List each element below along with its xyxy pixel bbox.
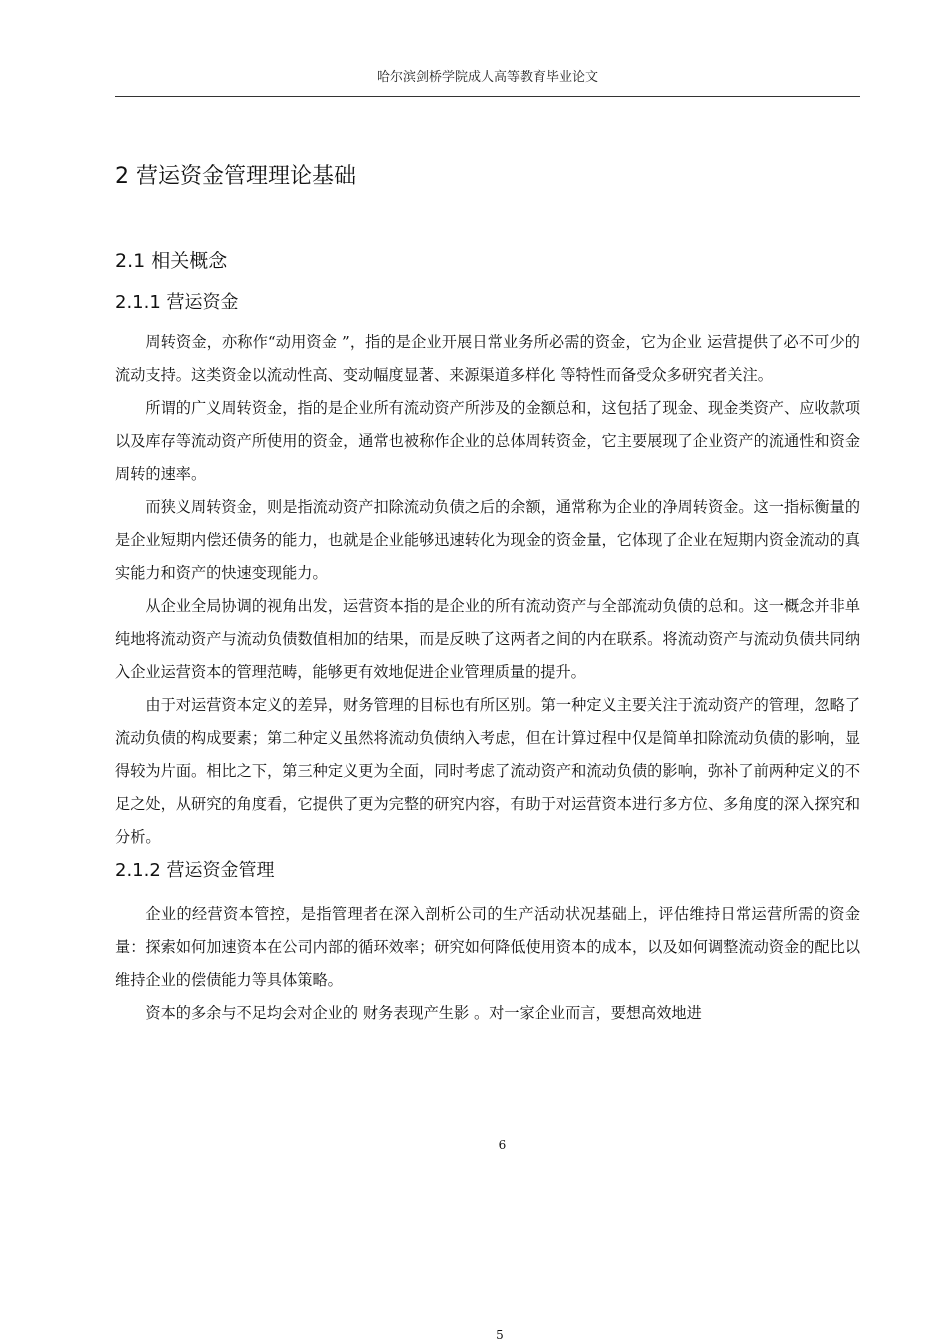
inner-page-number: 6 xyxy=(498,1138,507,1152)
paragraph: 所谓的广义周转资金，指的是企业所有流动资产所涉及的金额总和，这包括了现金、现金类资产、应收款项以及库存等流动资产所使用的资金，通常也被称作企业的总体周转资金，它主要展现了企业资产的流通性和资金周转的速率。 xyxy=(115,399,860,483)
paragraph: 由于对运营资本定义的差异，财务管理的目标也有所区别。第一种定义主要关注于流动资产的管理，忽略了流动负债的构成要素；第二种定义虽然将流动负债纳入考虑，但在计算过程中仅是简单扣除流动负债的影响，显得较为片面。相比之下，第三种定义更为全面，同时考虑了流动资产和流动负债的影响，弥补了前两种定义的不足之处，从研究的角度看，它提供了更为完整的研究内容，有助于对运营资本进行多方位、多角度的深入探究和分析。 xyxy=(115,696,860,846)
paragraph: 周转资金，亦称作“动用资金 ”，指的是企业开展日常业务所必需的资金，它为企业 运营提供了必不可少的流动支持。这类资金以流动性高、变动幅度显著、来源渠道多样化 等特性而备受众多研究者关注。 xyxy=(115,333,860,384)
subsection-title: 2.1.1 营运资金 xyxy=(115,292,239,313)
header-divider xyxy=(115,96,860,97)
subsection-title: 2.1.2 营运资金管理 xyxy=(115,860,275,881)
paragraph: 而狭义周转资金，则是指流动资产扣除流动负债之后的余额，通常称为企业的净周转资金。这一指标衡量的是企业短期内偿还债务的能力，也就是企业能够迅速转化为现金的资金量，它体现了企业在短期内资金流动的真实能力和资产的快速变现能力。 xyxy=(115,498,860,582)
paragraph: 企业的经营资本管控，是指管理者在深入剖析公司的生产活动状况基础上，评估维持日常运营所需的资金量：探索如何加速资本在公司内部的循环效率；研究如何降低使用资本的成本，以及如何调整流动资金的配比以维持企业的偿债能力等具体策略。 xyxy=(115,905,860,989)
document-body xyxy=(115,160,860,1030)
page-header: 哈尔滨剑桥学院成人高等教育毕业论文 xyxy=(376,70,598,85)
section-title: 2.1 相关概念 xyxy=(115,250,228,272)
paragraph: 资本的多余与不足均会对企业的 财务表现产生影 。对一家企业而言，要想高效地进 xyxy=(145,1004,702,1022)
chapter-title: 2 营运资金管理理论基础 xyxy=(115,164,356,189)
paragraph: 从企业全局协调的视角出发，运营资本指的是企业的所有流动资产与全部流动负债的总和。这一概念并非单纯地将流动资产与流动负债数值相加的结果，而是反映了这两者之间的内在联系。将流动资产与流动负债共同纳入企业运营资本的管理范畴，能够更有效地促进企业管理质量的提升。 xyxy=(115,597,860,681)
footer-page-number: 5 xyxy=(496,1328,504,1342)
